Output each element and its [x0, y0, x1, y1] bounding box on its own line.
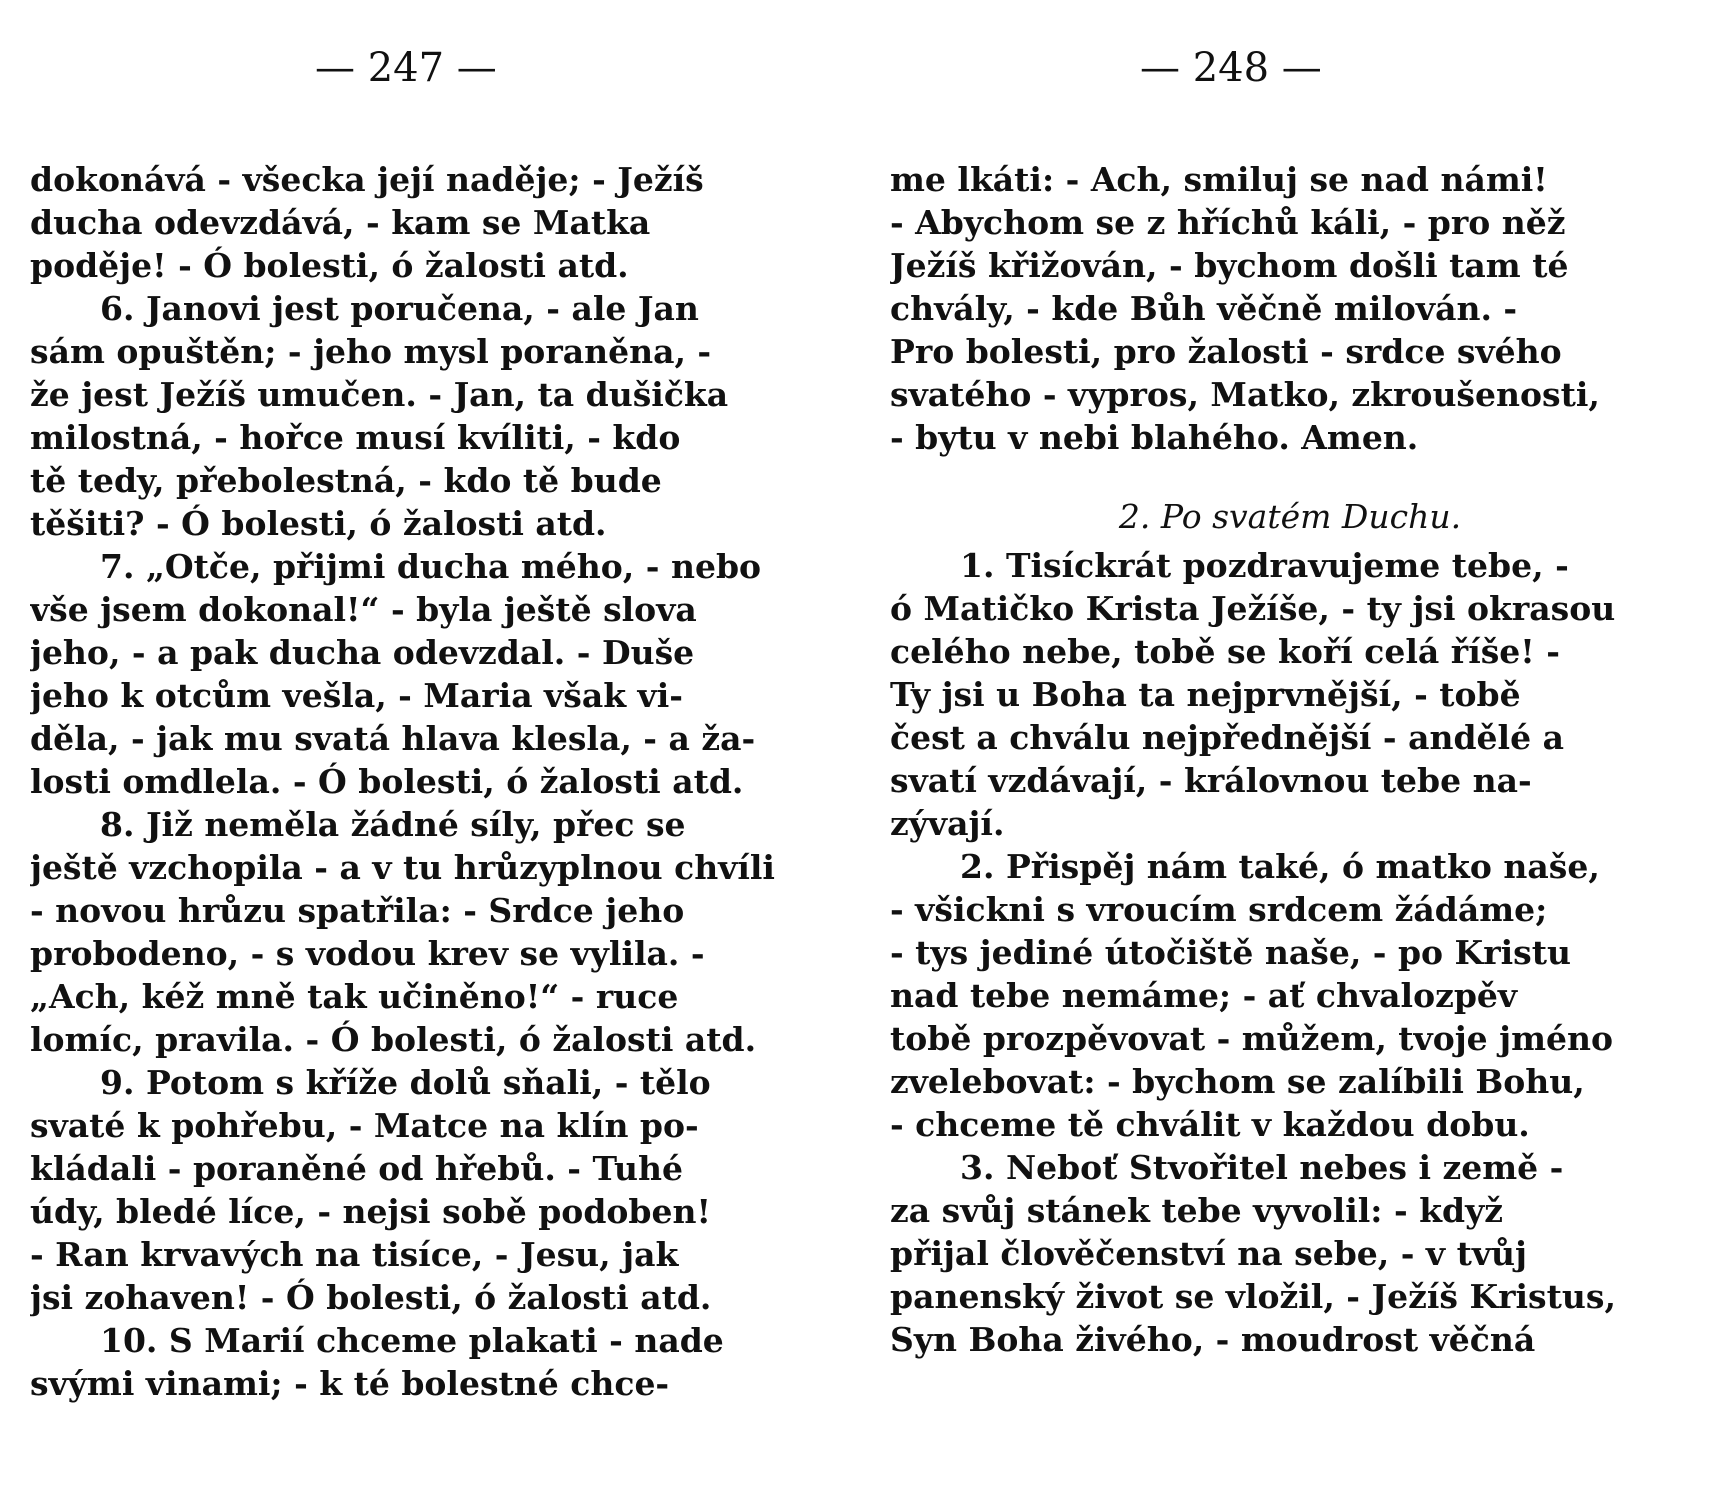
text-line: jeho k otcům vešla, - Maria však vi- [30, 676, 683, 715]
text-line: zvelebovat: - bychom se zalíbili Bohu, [890, 1062, 1585, 1101]
text-line: Syn Boha živého, - moudrost věčná [890, 1320, 1536, 1359]
text-line: tobě prozpěvovat - můžem, tvoje jméno [890, 1019, 1614, 1058]
text-line: lomíc, pravila. - Ó bolesti, ó žalosti atd. [30, 1020, 757, 1059]
verse-start-line: 3. Neboť Stvořitel nebes i země - [960, 1148, 1564, 1187]
text-line: - Abychom se z hříchů káli, - pro něž [890, 203, 1566, 242]
text-line: sám opuštěn; - jeho mysl poraněna, - [30, 332, 712, 371]
text-line: - novou hrůzu spatřila: - Srdce jeho [30, 891, 685, 930]
text-line: losti omdlela. - Ó bolesti, ó žalosti atd. [30, 762, 744, 801]
text-line: jeho, - a pak ducha odevzdal. - Duše [30, 633, 695, 672]
verse-start-line: 6. Janovi jest poručena, - ale Jan [100, 289, 699, 328]
text-line: milostná, - hořce musí kvíliti, - kdo [30, 418, 681, 457]
text-line: svatí vzdávají, - královnou tebe na- [890, 761, 1532, 800]
text-line: přijal člověčenství na sebe, - v tvůj [890, 1234, 1527, 1273]
text-line: zývají. [890, 804, 1005, 843]
text-line: Ty jsi u Boha ta nejprvnější, - tobě [890, 675, 1521, 714]
page-number-right: — 248 — [1140, 45, 1322, 91]
text-line: děla, - jak mu svatá hlava klesla, - a ža- [30, 719, 756, 758]
text-line: probodeno, - s vodou krev se vylila. - [30, 934, 705, 973]
text-line: údy, bledé líce, - nejsi sobě podoben! [30, 1192, 711, 1231]
text-line: tě tedy, přebolestná, - kdo tě bude [30, 461, 662, 500]
section-gap [890, 459, 1690, 489]
text-line: že jest Ježíš umučen. - Jan, ta dušička [30, 375, 729, 414]
text-line: čest a chválu nejpřednější - andělé a [890, 718, 1564, 757]
text-line: panenský život se vložil, - Ježíš Kristus, [890, 1277, 1616, 1316]
text-line: těšiti? - Ó bolesti, ó žalosti atd. [30, 504, 607, 543]
left-page-text [30, 158, 830, 1405]
text-line: Ježíš křižován, - bychom došli tam té [890, 246, 1569, 285]
verse-start-line: 8. Již neměla žádné síly, přec se [100, 805, 686, 844]
section-heading: 2. Po svatém Duchu. [1118, 497, 1462, 536]
text-line: - bytu v nebi blahého. Amen. [890, 418, 1419, 457]
text-line: ducha odevzdává, - kam se Matka [30, 203, 651, 242]
text-line: me lkáti: - Ach, smiluj se nad námi! [890, 160, 1548, 199]
right-page-text [890, 158, 1690, 1361]
text-line: chvály, - kde Bůh věčně milován. - [890, 289, 1518, 328]
text-line: celého nebe, tobě se koří celá říše! - [890, 632, 1560, 671]
text-line: svými vinami; - k té bolestné chce- [30, 1364, 670, 1403]
verse-start-line: 1. Tisíckrát pozdravujeme tebe, - [960, 546, 1569, 585]
text-line: - všickni s vroucím srdcem žádáme; [890, 890, 1548, 929]
text-line: poděje! - Ó bolesti, ó žalosti atd. [30, 246, 629, 285]
text-line: jsi zohaven! - Ó bolesti, ó žalosti atd. [30, 1278, 712, 1317]
verse-start-line: 10. S Marií chceme plakati - nade [100, 1321, 724, 1360]
text-line: vše jsem dokonal!“ - byla ještě slova [30, 590, 697, 629]
text-line: - Ran krvavých na tisíce, - Jesu, jak [30, 1235, 679, 1274]
text-line: kládali - poraněné od hřebů. - Tuhé [30, 1149, 683, 1188]
verse-start-line: 2. Přispěj nám také, ó matko naše, [960, 847, 1600, 886]
text-line: Pro bolesti, pro žalosti - srdce svého [890, 332, 1562, 371]
text-line: dokonává - všecka její naděje; - Ježíš [30, 160, 704, 199]
text-line: „Ach, kéž mně tak učiněno!“ - ruce [30, 977, 679, 1016]
text-line: - chceme tě chválit v každou dobu. [890, 1105, 1530, 1144]
page-number-left: — 247 — [315, 45, 497, 91]
verse-start-line: 7. „Otče, přijmi ducha mého, - nebo [100, 547, 762, 586]
text-line: svaté k pohřebu, - Matce na klín po- [30, 1106, 699, 1145]
verse-start-line: 9. Potom s kříže dolů sňali, - tělo [100, 1063, 711, 1102]
text-line: nad tebe nemáme; - ať chvalozpěv [890, 976, 1518, 1015]
text-line: ještě vzchopila - a v tu hrůzyplnou chvíli [30, 848, 775, 887]
text-line: za svůj stánek tebe vyvolil: - když [890, 1191, 1503, 1230]
text-line: svatého - vypros, Matko, zkroušenosti, [890, 375, 1600, 414]
text-line: ó Matičko Krista Ježíše, - ty jsi okrasou [890, 589, 1616, 628]
text-line: - tys jediné útočiště naše, - po Kristu [890, 933, 1571, 972]
